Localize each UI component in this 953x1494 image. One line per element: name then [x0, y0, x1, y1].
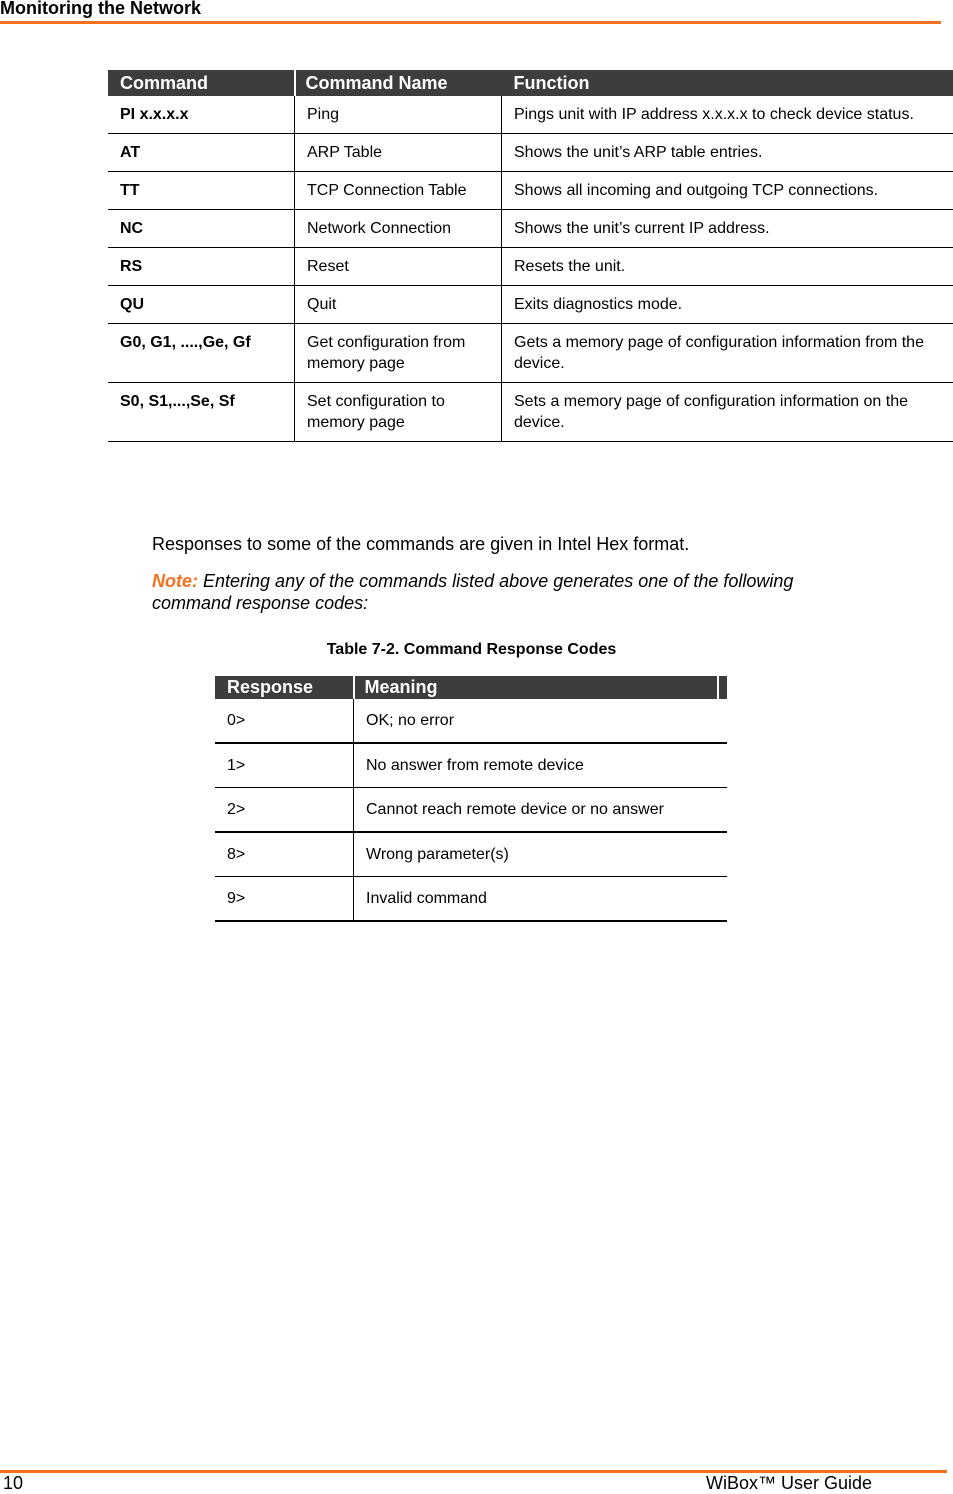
- response-codes-table: [215, 676, 727, 922]
- response-code-cell: 2>: [215, 788, 354, 833]
- note-paragraph: [152, 570, 832, 614]
- note-label: Note:: [152, 571, 198, 591]
- command-name-cell: Ping: [295, 96, 502, 134]
- command-name-cell: ARP Table: [295, 134, 502, 172]
- page-number: 10: [3, 1473, 23, 1494]
- response-meaning-cell: No answer from remote device: [354, 743, 728, 788]
- command-cell: NC: [108, 210, 295, 248]
- command-table-header: [108, 70, 953, 96]
- table-row: [108, 134, 953, 172]
- response-code-cell: 0>: [215, 699, 354, 743]
- page-header-title: Monitoring the Network: [0, 0, 201, 19]
- command-cell: S0, S1,...,Se, Sf: [108, 383, 295, 442]
- function-cell: Sets a memory page of configuration information on the device.: [502, 383, 953, 442]
- response-table-caption: Table 7-2. Command Response Codes: [0, 641, 943, 659]
- table-row: [108, 324, 953, 383]
- command-name-cell: Reset: [295, 248, 502, 286]
- response-code-cell: 1>: [215, 743, 354, 788]
- response-table-header: [215, 676, 727, 699]
- command-name-cell: Network Connection: [295, 210, 502, 248]
- table-row: [215, 832, 727, 877]
- function-cell: Exits diagnostics mode.: [502, 286, 953, 324]
- command-cell: G0, G1, ....,Ge, Gf: [108, 324, 295, 383]
- function-cell: Gets a memory page of configuration information from the device.: [502, 324, 953, 383]
- response-meaning-cell: Invalid command: [354, 877, 728, 922]
- response-code-cell: 9>: [215, 877, 354, 922]
- column-header-command: Command: [108, 70, 295, 96]
- table-row: [215, 788, 727, 833]
- response-meaning-cell: Cannot reach remote device or no answer: [354, 788, 728, 833]
- function-cell: Pings unit with IP address x.x.x.x to check device status.: [502, 96, 953, 134]
- table-row: [215, 743, 727, 788]
- command-name-cell: TCP Connection Table: [295, 172, 502, 210]
- table-row: [108, 286, 953, 324]
- table-row: [108, 96, 953, 134]
- column-header-meaning: Meaning: [354, 676, 719, 699]
- command-cell: RS: [108, 248, 295, 286]
- column-header-function: Function: [502, 70, 953, 96]
- table-row: [108, 172, 953, 210]
- function-cell: Resets the unit.: [502, 248, 953, 286]
- response-meaning-cell: Wrong parameter(s): [354, 832, 728, 877]
- command-name-cell: Get configuration from memory page: [295, 324, 502, 383]
- function-cell: Shows the unit’s current IP address.: [502, 210, 953, 248]
- guide-title: WiBox™ User Guide: [706, 1473, 872, 1494]
- column-header-response: Response: [215, 676, 354, 699]
- command-cell: AT: [108, 134, 295, 172]
- responses-paragraph: Responses to some of the commands are given in Intel Hex format.: [152, 533, 689, 555]
- header-spacer: [718, 676, 727, 699]
- command-table: [108, 70, 953, 442]
- response-meaning-cell: OK; no error: [354, 699, 728, 743]
- table-row: [108, 210, 953, 248]
- response-code-cell: 8>: [215, 832, 354, 877]
- table-row: [215, 877, 727, 922]
- command-name-cell: Quit: [295, 286, 502, 324]
- command-cell: TT: [108, 172, 295, 210]
- table-row: [108, 248, 953, 286]
- table-row: [215, 699, 727, 743]
- column-header-command-name: Command Name: [295, 70, 502, 96]
- function-cell: Shows all incoming and outgoing TCP connections.: [502, 172, 953, 210]
- command-cell: PI x.x.x.x: [108, 96, 295, 134]
- note-text: Entering any of the commands listed above generates one of the following command response codes:: [152, 571, 793, 613]
- header-rule: [0, 21, 941, 24]
- table-row: [108, 383, 953, 442]
- command-cell: QU: [108, 286, 295, 324]
- command-name-cell: Set configuration to memory page: [295, 383, 502, 442]
- function-cell: Shows the unit’s ARP table entries.: [502, 134, 953, 172]
